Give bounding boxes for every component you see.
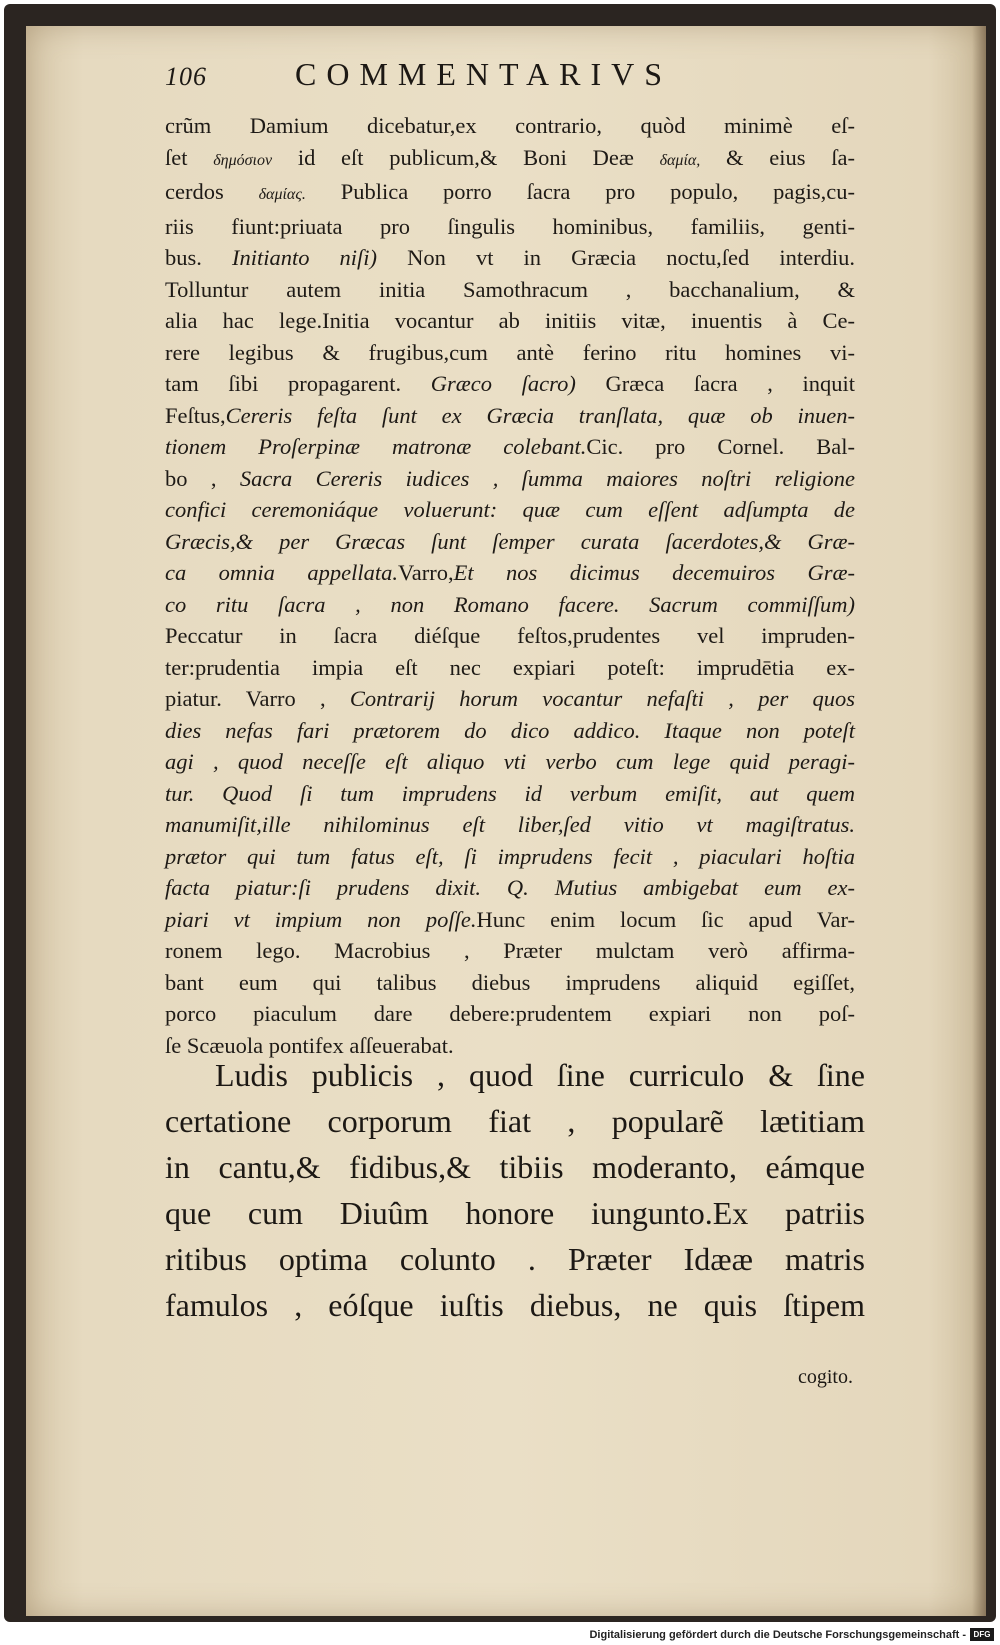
commentary-line bbox=[165, 935, 855, 967]
italic-quotation: Et nos dicimus decemuiros Græ- bbox=[453, 560, 855, 585]
dfg-logo: DFG bbox=[970, 1628, 994, 1641]
commentary-line bbox=[165, 809, 855, 841]
roman-text: Tolluntur autem initia Samothracum , bacchanalium, & bbox=[165, 276, 855, 302]
italic-quotation: prætor qui tum fatus eſt, ſi imprudens fecit , piaculari hoſtia bbox=[165, 843, 855, 869]
greek-word: δημόσιον bbox=[213, 151, 273, 169]
commentary-line bbox=[165, 400, 855, 432]
commentary-line bbox=[165, 715, 855, 747]
law-line: que cum Diuûm honore iungunto.Ex patriis bbox=[165, 1195, 865, 1231]
law-line: certatione corporum fiat , popularẽ lætitiam bbox=[165, 1103, 865, 1139]
italic-quotation: tur. Quod ſi tum imprudens id verbum emiſit, aut quem bbox=[165, 780, 855, 806]
italic-quotation: Initianto niſi) bbox=[231, 245, 378, 270]
commentary-line bbox=[165, 589, 855, 621]
commentary-line bbox=[165, 778, 855, 810]
roman-text: riis fiunt:priuata pro ſingulis hominibus, familiis, genti- bbox=[165, 213, 855, 239]
roman-text: Hunc enim locum ſic apud Var- bbox=[476, 906, 855, 932]
roman-text: Non vt in Græcia noctu,ſed interdiu. bbox=[377, 245, 855, 270]
italic-quotation: Cereris feſta ſunt ex Græcia tranſlata, quæ ob inuen- bbox=[225, 402, 855, 428]
italic-quotation: Contrarij horum vocantur nefaſti , per quos bbox=[349, 686, 856, 711]
commentary-line bbox=[165, 242, 855, 274]
italic-quotation: ca omnia appellata. bbox=[165, 560, 398, 585]
commentary-line bbox=[165, 652, 855, 684]
roman-text: Cic. pro Cornel. Bal- bbox=[586, 434, 855, 459]
commentary-line bbox=[165, 904, 855, 936]
roman-text: Feſtus, bbox=[165, 402, 226, 428]
roman-text: Græca ſacra , inquit bbox=[575, 371, 855, 396]
commentary-line bbox=[165, 431, 855, 463]
digitization-credit: Digitalisierung gefördert durch die Deutsche Forschungsgemeinschaft - bbox=[589, 1629, 966, 1641]
italic-quotation: Sacra Cereris iudices , ſumma maiores noſtri religione bbox=[239, 465, 856, 491]
italic-quotation: Græcis,& per Græcas ſunt ſemper curata ſacerdotes,& Græ- bbox=[165, 528, 855, 554]
commentary-line bbox=[165, 274, 855, 306]
commentary-line bbox=[165, 967, 855, 999]
law-line: famulos , eóſque iuſtis diebus, ne quis ſtipem bbox=[165, 1287, 865, 1323]
italic-quotation: piari vt impium non poſſe. bbox=[165, 906, 477, 932]
page-header bbox=[165, 52, 805, 102]
roman-text: Publica porro ſacra pro populo, pagis,cu- bbox=[305, 179, 855, 204]
commentary-line bbox=[165, 176, 855, 211]
commentary-line bbox=[165, 620, 855, 652]
roman-text: piatur. Varro , bbox=[165, 686, 350, 711]
roman-text: id eſt publicum,& Boni Deæ bbox=[272, 144, 660, 170]
italic-quotation: co ritu ſacra , non Romano facere. Sacrum commiſſum) bbox=[165, 591, 855, 617]
roman-text: crũm Damium dicebatur,ex contrario, quòd minimè eſ- bbox=[165, 113, 855, 138]
roman-text: porco piaculum dare debere:prudentem expiari non poſ- bbox=[165, 1001, 855, 1026]
commentary-line bbox=[165, 998, 855, 1030]
italic-quotation: dies nefas fari prætorem do dico addico. Itaque non poteſt bbox=[165, 717, 855, 743]
greek-word: δαμίας. bbox=[258, 186, 306, 203]
roman-text: ronem lego. Macrobius , Præter mulctam verò affirma- bbox=[165, 938, 855, 963]
italic-quotation: manumiſit,ille nihilominus eſt liber,ſed vitio vt magiſtratus. bbox=[165, 812, 855, 837]
roman-text: bant eum qui talibus diebus imprudens aliquid egiſſet, bbox=[165, 969, 855, 995]
commentary-line bbox=[165, 211, 855, 243]
roman-text: tam ſibi propagarent. bbox=[165, 371, 431, 396]
commentary-line bbox=[165, 557, 855, 589]
commentary-line bbox=[165, 337, 855, 369]
italic-quotation: tionem Proſerpinæ matronæ colebant. bbox=[165, 434, 587, 459]
roman-text: cerdos bbox=[165, 179, 259, 204]
roman-text: bus. bbox=[165, 245, 232, 270]
commentary-line bbox=[165, 142, 855, 177]
commentary-line bbox=[165, 368, 855, 400]
commentary-line bbox=[165, 110, 855, 142]
commentary-line bbox=[165, 526, 855, 558]
running-head: COMMENTARIVS bbox=[295, 56, 673, 92]
roman-text: Varro, bbox=[397, 560, 454, 585]
italic-quotation: agi , quod neceſſe eſt aliquo vti verbo cum lege quid peragi- bbox=[165, 749, 855, 774]
commentary-line bbox=[165, 463, 855, 495]
greek-word: δαμία, bbox=[659, 151, 701, 169]
commentary-line bbox=[165, 841, 855, 873]
page-number: 106 bbox=[165, 62, 207, 91]
italic-quotation: facta piatur:ſi prudens dixit. Q. Mutius ambigebat eum ex- bbox=[165, 875, 855, 900]
law-line: Ludis publicis , quod ſine curriculo & ſine bbox=[215, 1057, 865, 1093]
roman-text: rere legibus & frugibus,cum antè ferino ritu homines vi- bbox=[165, 339, 855, 365]
commentary-line bbox=[165, 746, 855, 778]
roman-text: alia hac lege.Initia vocantur ab initiis vitæ, inuentis à Ce- bbox=[165, 308, 855, 333]
commentary-line bbox=[165, 305, 855, 337]
commentary-text-block bbox=[165, 110, 855, 1061]
roman-text: ſet bbox=[165, 144, 214, 170]
roman-text: ter:prudentia impia eſt nec expiari poteſt: imprudētia ex- bbox=[165, 654, 855, 680]
roman-text: Peccatur in ſacra diéſque feſtos,prudentes vel impruden- bbox=[165, 623, 855, 648]
italic-quotation: Græco ſacro) bbox=[430, 371, 576, 396]
law-line: in cantu,& fidibus,& tibiis moderanto, eámque bbox=[165, 1149, 865, 1185]
commentary-line bbox=[165, 872, 855, 904]
italic-quotation: confici ceremoniáque voluerunt: quæ cum eſſent adſumpta de bbox=[165, 497, 855, 522]
page-edge-shadow bbox=[972, 26, 986, 1616]
roman-text: & eius ſa- bbox=[700, 144, 855, 170]
catchword: cogito. bbox=[798, 1366, 853, 1388]
roman-text: bo , bbox=[165, 465, 240, 491]
commentary-line bbox=[165, 494, 855, 526]
roman-text: ſe Scæuola pontifex aſſeuerabat. bbox=[165, 1032, 454, 1058]
commentary-line bbox=[165, 683, 855, 715]
law-text-block bbox=[165, 1052, 865, 1328]
law-line: ritibus optima colunto . Præter Idææ matris bbox=[165, 1241, 865, 1277]
